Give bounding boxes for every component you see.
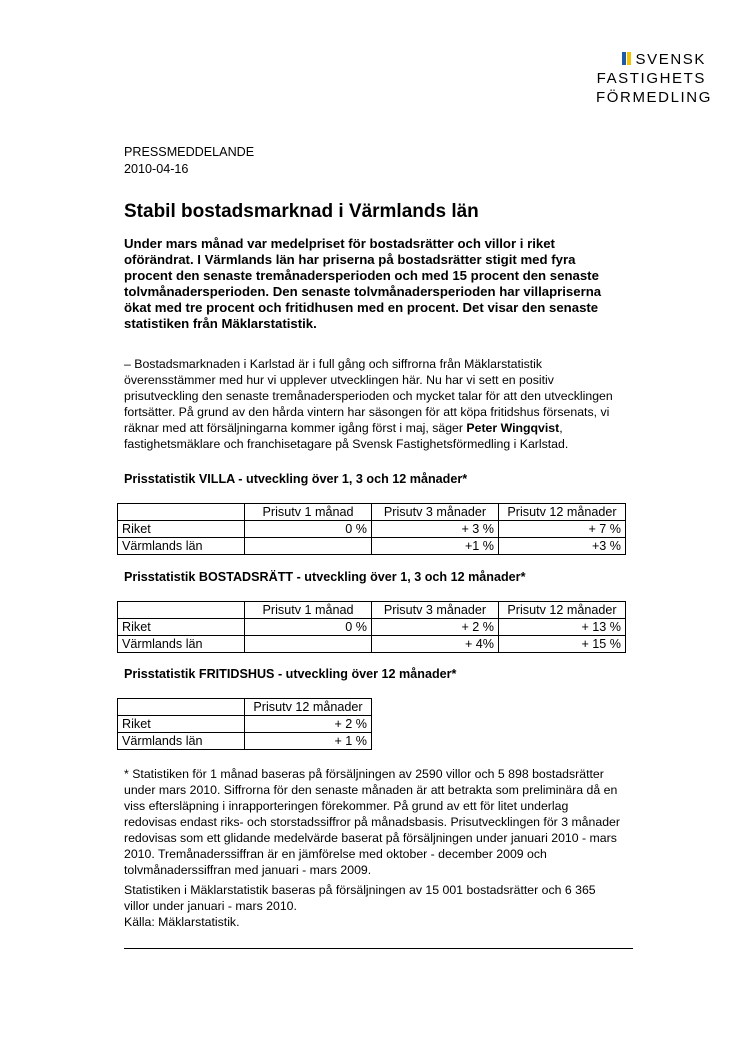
quote-line: fastighetsmäklare och franchisetagare på Svensk Fastighetsförmedling i Karlstad. — [124, 437, 569, 451]
logo-line-3: FÖRMEDLING — [596, 89, 713, 106]
table-row — [118, 619, 626, 636]
lead-line: Under mars månad var medelpriset för bostadsrätter och villor i riket — [124, 236, 555, 251]
table-cell: + 1 % — [245, 733, 372, 750]
fritidshus-table-title: Prisstatistik FRITIDSHUS - utveckling över 12 månader* — [124, 667, 457, 681]
column-header: Prisutv 12 månader — [499, 602, 626, 619]
column-header: Prisutv 3 månader — [372, 504, 499, 521]
bostadsratt-table — [117, 601, 626, 653]
footnote-line: redovisas endast riks- och storstadssiffror på månadsbasis. Prisutvecklingen för 3 månader — [124, 815, 620, 829]
table-cell: +3 % — [499, 538, 626, 555]
source-note — [124, 882, 634, 930]
row-label: Riket — [118, 521, 245, 538]
table-cell: 0 % — [245, 619, 372, 636]
column-header: Prisutv 12 månader — [499, 504, 626, 521]
fritidshus-table — [117, 698, 372, 750]
source-line: Källa: Mäklarstatistik. — [124, 915, 240, 929]
quote-line: prisutveckling den senaste tremånadersperioden och mycket talar för att den utvecklingen — [124, 389, 613, 403]
speaker-name: Peter Wingqvist — [466, 421, 560, 435]
lead-line: procent den senaste tremånadersperioden och med 15 procent den senaste — [124, 268, 599, 283]
quote-paragraph — [124, 356, 634, 452]
source-line: villor under januari - mars 2010. — [124, 899, 297, 913]
row-label: Värmlands län — [118, 538, 245, 555]
table-row — [118, 521, 626, 538]
footnote-line: redovisas som ett glidande medelvärde baserat på försäljningen under januari 2010 - mars — [124, 831, 617, 845]
footnote-line: viss eftersläpning i inrapporteringen förekommer. På grund av ett för litet underlag — [124, 799, 569, 813]
quote-line: fortsätter. På grund av den hårda vintern har säsongen för att köpa fritidshus försenats, vi — [124, 405, 610, 419]
lead-line: tolvmånadersperioden. Den senaste tolvmånadersperioden har villapriserna — [124, 284, 602, 299]
table-row — [118, 538, 626, 555]
villa-table-title: Prisstatistik VILLA - utveckling över 1, 3 och 12 månader* — [124, 472, 468, 486]
table-cell: + 15 % — [499, 636, 626, 653]
lead-paragraph — [124, 236, 624, 332]
quote-line: – Bostadsmarknaden i Karlstad är i full gång och siffrorna från Mäklarstatistik — [124, 357, 543, 371]
logo-line-2: FASTIGHETS — [596, 70, 706, 87]
table-cell: + 3 % — [372, 521, 499, 538]
table-cell: + 2 % — [245, 716, 372, 733]
row-label: Riket — [118, 716, 245, 733]
table-header-row — [118, 602, 626, 619]
column-header: Prisutv 1 månad — [245, 504, 372, 521]
logo-line-1: SVENSK — [596, 50, 706, 69]
table-row — [118, 733, 372, 750]
footnote-line: * Statistiken för 1 månad baseras på försäljningen av 2590 villor och 5 898 bostadsrätter — [124, 767, 604, 781]
table-row — [118, 716, 372, 733]
page-title: Stabil bostadsmarknad i Värmlands län — [124, 201, 479, 222]
column-header: Prisutv 1 månad — [245, 602, 372, 619]
footnote — [124, 766, 634, 878]
lead-line: statistiken från Mäklarstatistik. — [124, 316, 317, 331]
bostadsratt-table-title: Prisstatistik BOSTADSRÄTT - utveckling över 1, 3 och 12 månader* — [124, 570, 526, 584]
row-label: Riket — [118, 619, 245, 636]
table-header-row — [118, 699, 372, 716]
table-row — [118, 636, 626, 653]
press-release-label: PRESSMEDDELANDE — [124, 145, 255, 159]
table-cell: + 2 % — [372, 619, 499, 636]
footnote-line: 2010. Tremånaderssiffran är en jämförelse med oktober - december 2009 och — [124, 847, 547, 861]
table-cell: + 13 % — [499, 619, 626, 636]
lead-line: ökat med tre procent och fritidhusen med en procent. Det visar den senaste — [124, 300, 599, 315]
table-cell: + 7 % — [499, 521, 626, 538]
row-label: Värmlands län — [118, 636, 245, 653]
bottom-divider — [124, 948, 633, 949]
column-header: Prisutv 3 månader — [372, 602, 499, 619]
flag-stripe-blue-icon — [622, 52, 626, 65]
table-cell: +1 % — [372, 538, 499, 555]
quote-line: överensstämmer med hur vi upplever utvecklingen här. Nu har vi sett en positiv — [124, 373, 554, 387]
table-cell — [245, 538, 372, 555]
table-cell: + 4% — [372, 636, 499, 653]
villa-table — [117, 503, 626, 555]
table-cell: 0 % — [245, 521, 372, 538]
lead-line: oförändrat. I Värmlands län har priserna på bostadsrätter stigit med fyra — [124, 252, 576, 267]
press-date: 2010-04-16 — [124, 162, 189, 176]
footnote-line: under mars 2010. Siffrorna för den senaste månaden är att betrakta som preliminära då en — [124, 783, 618, 797]
table-header-row — [118, 504, 626, 521]
svensk-fastighetsformedling-logo — [596, 50, 713, 107]
row-label: Värmlands län — [118, 733, 245, 750]
press-header — [124, 144, 636, 178]
table-cell — [245, 636, 372, 653]
source-line: Statistiken i Mäklarstatistik baseras på försäljningen av 15 001 bostadsrätter och 6 365 — [124, 883, 596, 897]
flag-stripe-yellow-icon — [627, 52, 631, 65]
quote-line: räknar med att försäljningarna kommer igång först i maj, säger Peter Wingqvist, — [124, 421, 563, 435]
footnote-line: tolvmånaderssiffran med januari - mars 2009. — [124, 863, 372, 877]
column-header: Prisutv 12 månader — [245, 699, 372, 716]
